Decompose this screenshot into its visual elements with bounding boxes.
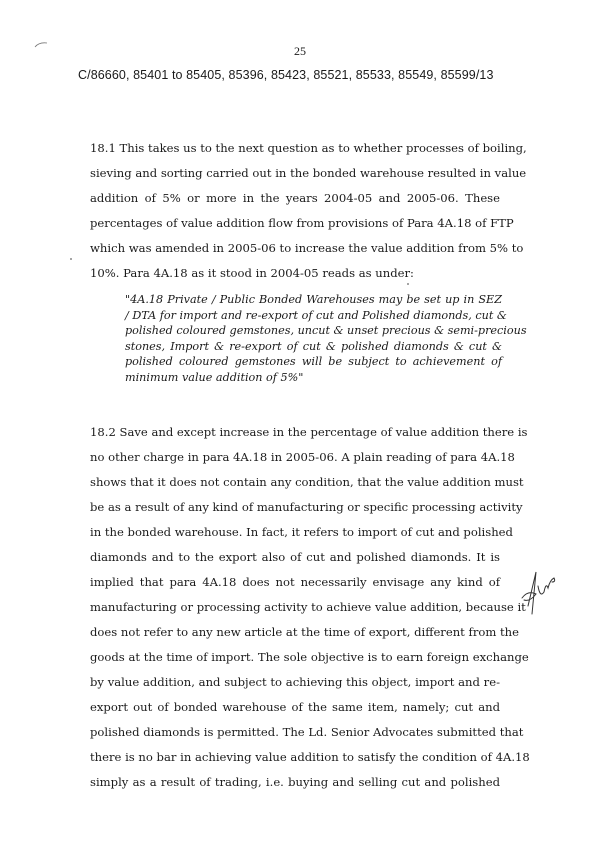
text-line: 18.1 This takes us to the next question as to whether processes of boiling,: [90, 141, 527, 155]
signature-initials-icon: [518, 568, 558, 618]
scan-speck: [70, 258, 72, 260]
quote-line: "4A.18 Private / Public Bonded Warehouses may be set up in SEZ: [125, 293, 502, 306]
text-line: sieving and sorting carried out in the bonded warehouse resulted in value: [90, 166, 527, 180]
text-line: no other charge in para 4A.18 in 2005-06. A plain reading of para 4A.18: [90, 450, 515, 464]
text-line: be as a result of any kind of manufacturing or specific processing activity: [90, 500, 523, 514]
quote-line: polished coloured gemstones will be subject to achievement of: [125, 355, 502, 369]
case-reference: C/86660, 85401 to 85405, 85396, 85423, 85521, 85533, 85549, 85599/13: [78, 68, 494, 82]
block-quote-4a18: [125, 292, 527, 386]
scan-speck: [407, 283, 409, 285]
text-line: addition of 5% or more in the years 2004-05 and 2005-06. These: [90, 191, 500, 205]
text-line: diamonds and to the export also of cut and polished diamonds. It is: [90, 550, 500, 564]
quote-line: / DTA for import and re-export of cut and Polished diamonds, cut &: [125, 308, 507, 322]
text-line: there is no bar in achieving value addition to satisfy the condition of 4A.18: [90, 750, 530, 764]
text-line: shows that it does not contain any condition, that the value addition must: [90, 475, 524, 489]
paragraph-18-1: [90, 136, 527, 286]
page-number: 25: [294, 44, 306, 58]
text-line: percentages of value addition flow from provisions of Para 4A.18 of FTP: [90, 216, 514, 230]
quote-line: minimum value addition of 5%": [125, 370, 304, 384]
paragraph-18-2: [90, 420, 530, 795]
text-line: does not refer to any new article at the time of export, different from the: [90, 625, 520, 639]
text-line: by value addition, and subject to achieving this object, import and re-: [90, 675, 500, 689]
text-line: 10%. Para 4A.18 as it stood in 2004-05 reads as under:: [90, 266, 414, 280]
quote-line: stones, Import & re-export of cut & polished diamonds & cut &: [125, 339, 502, 353]
text-line: 18.2 Save and except increase in the percentage of value addition there is: [90, 425, 528, 439]
text-line: goods at the time of import. The sole objective is to earn foreign exchange: [90, 650, 529, 664]
text-line: in the bonded warehouse. In fact, it refers to import of cut and polished: [90, 525, 513, 539]
text-line: which was amended in 2005-06 to increase the value addition from 5% to: [90, 241, 524, 255]
text-line: implied that para 4A.18 does not necessarily envisage any kind of: [90, 575, 500, 589]
text-line: simply as a result of trading, i.e. buying and selling cut and polished: [90, 775, 500, 789]
text-line: polished diamonds is permitted. The Ld. Senior Advocates submitted that: [90, 725, 524, 739]
text-line: export out of bonded warehouse of the same item, namely; cut and: [90, 700, 500, 714]
text-line: manufacturing or processing activity to achieve value addition, because it: [90, 600, 526, 614]
quote-line: polished coloured gemstones, uncut & unset precious & semi-precious: [125, 324, 527, 338]
